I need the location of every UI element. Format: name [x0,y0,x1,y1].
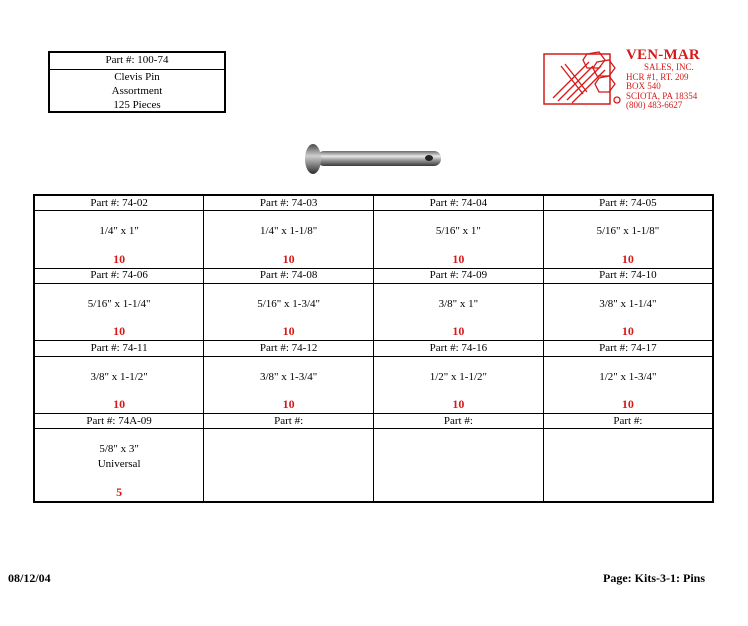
part-detail-cell [543,356,713,413]
kit-description-line-3: 125 Pieces [113,99,161,111]
part-detail-cell [543,284,713,341]
part-detail-row [34,284,713,341]
part-size [35,370,203,385]
part-quantity: 10 [113,396,126,411]
part-size [374,370,543,385]
part-size-line: 5/16" x 1-1/4" [87,298,151,310]
part-size-line: 1/4" x 1" [99,225,139,238]
footer-date: 08/12/04 [8,571,51,585]
part-detail-cell [34,211,204,268]
part-size-line: 3/8" x 1-1/4" [599,298,657,310]
part-size-line: 5/16" x 1" [435,225,481,238]
part-size-line: 3/8" x 1" [438,298,479,310]
part-detail-cell [374,429,544,502]
part-size-line: 3/8" x 1-1/2" [90,370,148,383]
part-quantity: 10 [452,251,465,266]
part-quantity: 5 [116,485,123,499]
part-number-cell: Part #: [204,413,374,428]
clevis-pin-icon [303,143,445,175]
company-logo [543,48,723,110]
part-number-cell: Part #: 74-03 [204,195,374,211]
part-number-cell: Part #: 74-17 [543,341,713,356]
company-info [626,48,700,111]
kit-description-line-1: Clevis Pin [114,71,160,83]
part-size-line: 5/16" x 1-3/4" [257,298,320,310]
part-size [204,224,373,239]
kit-description-line-2: Assortment [111,85,163,97]
footer-page-label: Page: Kits-3-1: Pins [603,571,705,585]
part-detail-cell [204,211,374,268]
part-detail-cell [34,429,204,502]
part-detail-cell [543,429,713,502]
part-quantity: 10 [113,251,126,266]
part-size-line: 1/2" x 1-3/4" [599,370,657,383]
part-detail-cell [374,284,544,341]
part-detail-cell [374,356,544,413]
part-quantity: 10 [282,324,295,339]
part-size [35,297,203,312]
parts-grid [33,194,714,503]
part-number-cell: Part #: 74-09 [374,268,544,283]
company-name: VEN-MAR [626,47,700,63]
part-number-cell: Part #: 74-11 [34,341,204,356]
part-quantity: 10 [452,396,465,411]
part-number-cell: Part #: 74-08 [204,268,374,283]
part-size-line: 3/8" x 1-3/4" [259,370,318,383]
part-header-row [34,413,713,428]
part-detail-row [34,211,713,268]
part-size [35,224,203,239]
part-size [544,224,712,239]
company-phone: (800) 483-6627 [626,100,683,110]
part-number-cell: Part #: 74A-09 [34,413,204,428]
company-address-2: BOX 540 [626,81,661,91]
part-size-note: Universal [97,458,141,471]
part-header-row [34,195,713,211]
part-size-line: 1/2" x 1-1/2" [429,370,487,383]
part-header-row [34,341,713,356]
part-quantity: 10 [282,251,295,266]
part-detail-cell [204,284,374,341]
part-quantity: 10 [621,251,634,266]
part-header-row [34,268,713,283]
part-detail-cell [543,211,713,268]
part-quantity: 10 [282,396,295,411]
part-number-cell: Part #: 74-12 [204,341,374,356]
part-number-cell: Part #: 74-16 [374,341,544,356]
part-size [374,224,543,239]
part-size [544,297,712,312]
part-quantity: 10 [113,324,126,339]
part-size [35,442,203,472]
part-number-cell: Part #: 74-05 [543,195,713,211]
part-quantity: 10 [452,324,465,339]
part-quantity: 10 [621,324,634,339]
company-address-3: SCIOTA, PA 18354 [626,90,698,101]
kit-part-number: Part #: 100-74 [50,53,224,70]
part-detail-cell [34,284,204,341]
part-detail-cell [204,429,374,502]
company-address-1: HCR #1, RT. 209 [626,71,689,82]
part-detail-row [34,356,713,413]
bolt-logo-icon [543,48,625,108]
part-detail-row [34,429,713,502]
part-number-cell: Part #: [543,413,713,428]
part-size [204,370,373,385]
company-subname: SALES, INC. [644,62,694,72]
part-quantity: 10 [621,396,634,411]
part-number-cell: Part #: 74-06 [34,268,204,283]
part-detail-cell [204,356,374,413]
part-number-cell: Part #: 74-02 [34,195,204,211]
part-number-cell: Part #: 74-10 [543,268,713,283]
part-size [204,297,373,312]
part-size-line: 5/8" x 3" [99,443,139,456]
part-size-line: 5/16" x 1-1/8" [596,225,660,238]
part-size [544,370,712,385]
part-size [374,297,543,312]
part-number-cell: Part #: 74-04 [374,195,544,211]
part-number-cell: Part #: [374,413,544,428]
part-detail-cell [374,211,544,268]
kit-header-box [48,51,226,113]
part-size-line: 1/4" x 1-1/8" [259,225,318,238]
part-detail-cell [34,356,204,413]
